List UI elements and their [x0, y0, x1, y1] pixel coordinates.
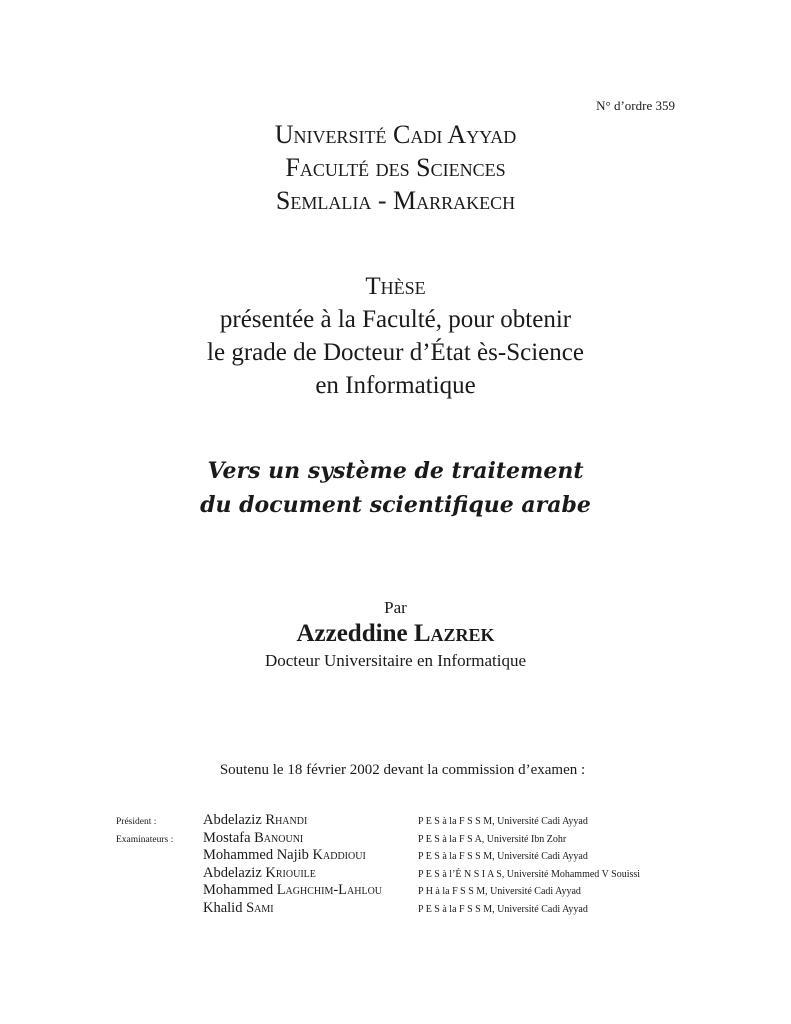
jury-last-name: Kaddioui	[312, 847, 366, 863]
author-name	[0, 618, 791, 650]
university-block	[0, 118, 791, 217]
jury-first-name: Khalid	[203, 899, 243, 916]
jury-last-name: Banouni	[254, 829, 304, 846]
author-first-name: Azzeddine	[296, 620, 408, 647]
defense-statement: Soutenu le 18 février 2002 devant la commission d’examen :	[219, 762, 586, 778]
author-qualification: Docteur Universitaire en Informatique	[264, 651, 527, 670]
jury-affiliation: P E S à l’É N S I A S, Université Mohammed V Souissi	[418, 868, 641, 880]
university-name: Université Cadi Ayyad	[274, 120, 517, 149]
jury-first-name: Abdelaziz	[203, 864, 262, 881]
thesis-line-1: présentée à la Faculté, pour obtenir	[219, 306, 572, 333]
jury-last-name: Laghchim-Lahlou	[276, 882, 383, 898]
thesis-title	[0, 454, 791, 522]
thesis-heading: Thèse	[365, 273, 426, 300]
thesis-title-line-1: Vers un système de traitement	[207, 458, 584, 484]
jury-affiliation: P E S à la F S S M, Université Cadi Ayyad	[418, 851, 588, 862]
author-last-name: Lazrek	[413, 620, 495, 647]
jury-affiliation: P E S à la F S S M, Université Cadi Ayyad	[418, 903, 588, 915]
jury-last-name: Kriouile	[265, 864, 316, 881]
thesis-line-2: le grade de Docteur d’État ès-Science	[207, 339, 584, 366]
jury-name	[203, 882, 382, 899]
thesis-block	[0, 270, 791, 402]
jury-name	[203, 900, 274, 917]
faculty-name: Faculté des Sciences	[285, 153, 506, 182]
jury-first-name: Mohammed Najib	[203, 847, 309, 863]
jury-name	[203, 847, 366, 864]
thesis-title-line-2: du document scientifique arabe	[200, 492, 591, 518]
jury-first-name: Abdelaziz	[203, 812, 262, 828]
campus-name: Semlalia - Marrakech	[275, 186, 516, 215]
jury-affiliation: P H à la F S S M, Université Cadi Ayyad	[418, 886, 581, 897]
thesis-line-3: en Informatique	[315, 372, 476, 399]
author-block	[0, 598, 791, 672]
jury-first-name: Mohammed	[203, 882, 274, 898]
jury-name	[203, 865, 316, 882]
jury-name	[203, 830, 303, 847]
by-label: Par	[384, 598, 407, 617]
order-number: N° d’ordre 359	[596, 98, 675, 113]
jury-affiliation: P E S à la F S A, Université Ibn Zohr	[418, 833, 567, 845]
jury-last-name: Sami	[246, 899, 274, 916]
jury-first-name: Mostafa	[203, 829, 251, 846]
jury-role: Président :	[116, 817, 157, 827]
jury-affiliation: P E S à la F S S M, Université Cadi Ayyad	[418, 816, 588, 827]
jury-name	[203, 812, 307, 829]
jury-last-name: Rhandi	[265, 812, 308, 828]
jury-role: Examinateurs :	[116, 834, 174, 845]
